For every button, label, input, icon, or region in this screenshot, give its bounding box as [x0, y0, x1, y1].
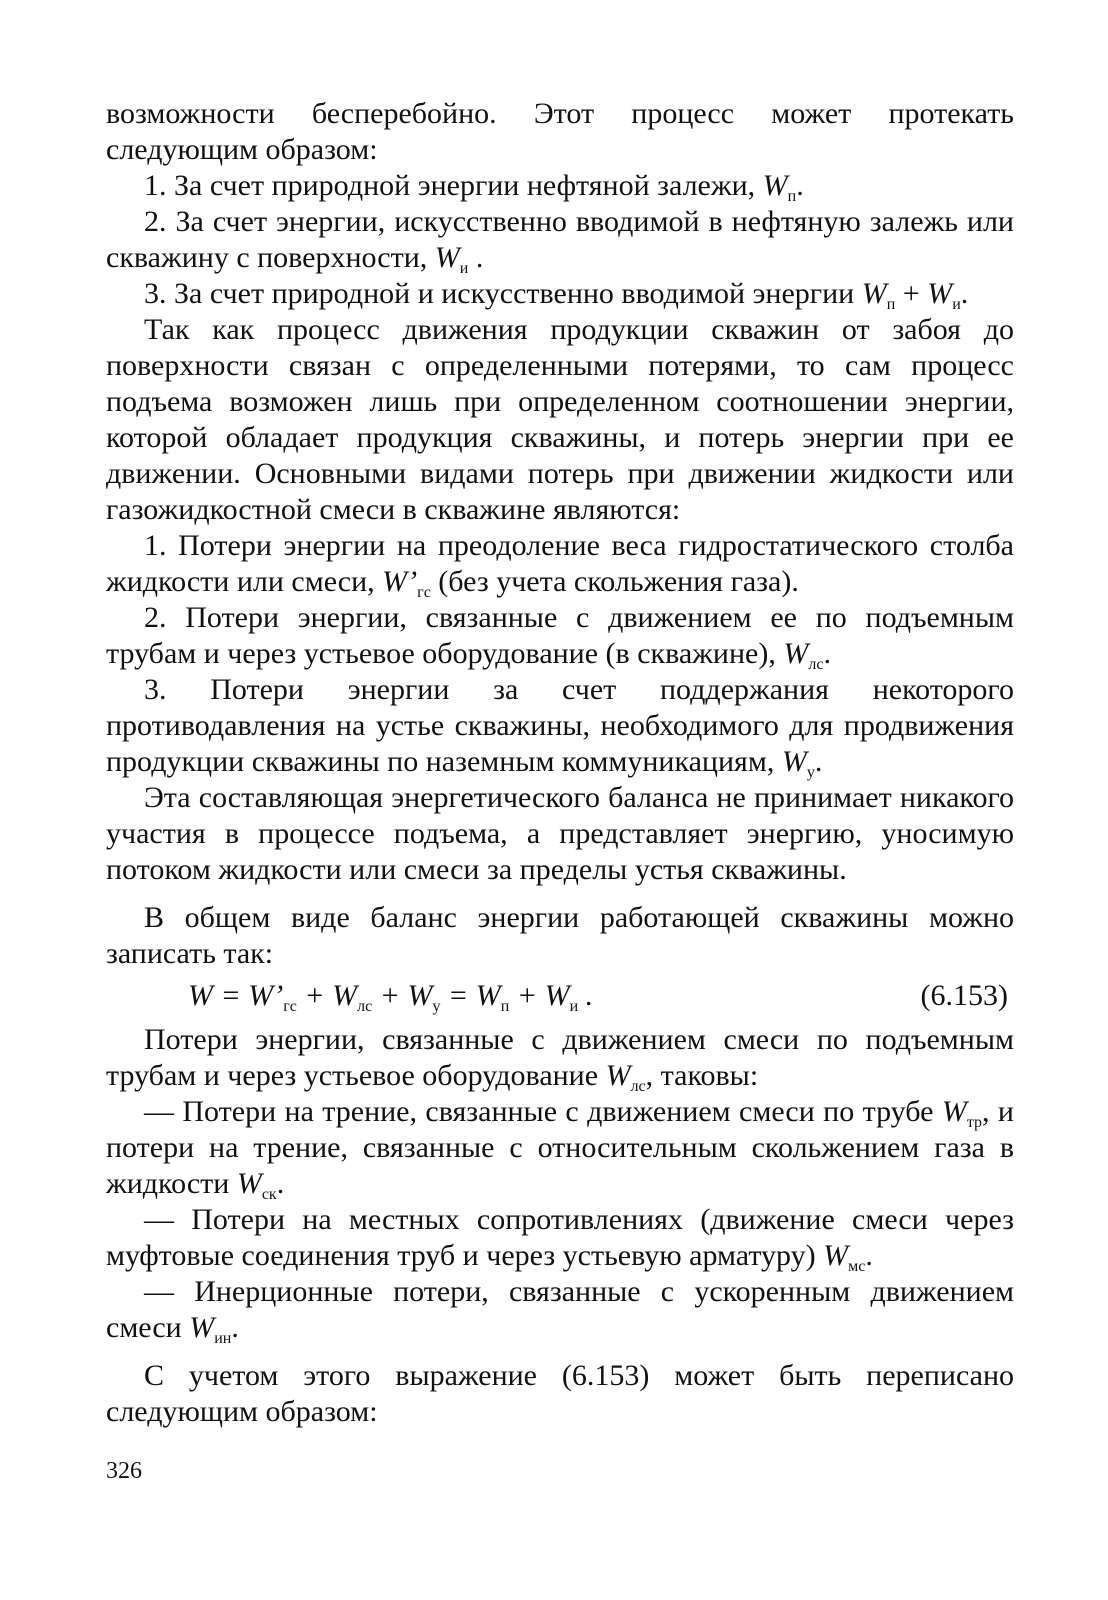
list-item-pipe-loss: 2. Потери энергии, связанные с движением ее по подъемным трубам и через устьевое оборудование (в скважине), $W_{лс}$. [106, 601, 1014, 673]
symbol-w-u: $W_у$ [781, 745, 815, 781]
formula-6-153 [106, 978, 1014, 1018]
symbol-w-ls-2: $W_{лс}$ [605, 1059, 646, 1095]
list-item-local-resistance-loss: — Потери на местных сопротивлениях (движение смеси через муфтовые соединения труб и через устьевую арматуру) $W_{мс}$. [106, 1203, 1014, 1275]
page-number: 326 [106, 1458, 142, 1484]
symbol-w-ms: $W_{мс}$ [823, 1239, 866, 1275]
list-item-backpressure-loss: 3. Потери энергии за счет поддержания некоторого противодавления на устье скважины, необходимого для продвижения продукции скважины по наземным коммуникациям, $W_у$. [106, 673, 1014, 781]
formula-expression: $W = W’_{гс} + W_{лс} + W_у = W_п + W_и$ . [188, 979, 594, 1015]
paragraph-balance-general: В общем виде баланс энергии работающей скважины можно записать так: [106, 901, 1014, 970]
list-item-natural-energy: 1. За счет природной энергии нефтяной залежи, $W_п$. [144, 169, 804, 205]
paragraph-intro: возможности бесперебойно. Этот процесс может протекать следующим образом: [106, 97, 1014, 166]
symbol-w-i-2: $W_и$ [927, 277, 961, 313]
list-item-inertial-loss: — Инерционные потери, связанные с ускоренным движением смеси $W_{ин}$. [106, 1275, 1014, 1347]
paragraph-rewrite: С учетом этого выражение (6.153) может быть переписано следующим образом: [106, 1359, 1014, 1428]
symbol-w-p-2: $W_п$ [861, 277, 896, 313]
symbol-w-tr: $W_{тр}$ [941, 1095, 983, 1131]
formula-number: (6.153) [920, 979, 1008, 1012]
paragraph-losses-intro: Так как процесс движения продукции скважин от забоя до поверхности связан с определенными потерями, то сам процесс подъема возможен лишь при определенном соотношении энергии, которой обладает продукция скважины, и потерь энергии при ее движении. Основными видами потерь при движении жидкости или газожидкостной смеси в скважине являются: [106, 313, 1014, 526]
symbol-w-gs: $W’_{гс}$ [382, 565, 431, 601]
page-body [106, 96, 1014, 1430]
symbol-w-sk: $W_{ск}$ [236, 1167, 277, 1203]
symbol-w-p: $W_п$ [762, 169, 797, 205]
list-item-injected-energy: 2. За счет энергии, искусственно вводимой в нефтяную залежь или скважину с поверхности, $W_и$ . [106, 205, 1014, 277]
list-item-hydrostatic-loss: 1. Потери энергии на преодоление веса гидростатического столба жидкости или смеси, $W’_{гс}$ (без учета скольжения газа). [106, 529, 1014, 601]
paragraph-balance-component: Эта составляющая энергетического баланса не принимает никакого участия в процессе подъема, а представляет энергию, уносимую потоком жидкости или смеси за пределы устья скважины. [106, 781, 1014, 886]
list-item-friction-loss: — Потери на трение, связанные с движением смеси по трубе $W_{тр}$, и потери на трение, связанные с относительным скольжением газа в жидкости $W_{ск}$. [106, 1095, 1014, 1203]
symbol-w-ls: $W_{лс}$ [783, 637, 824, 673]
symbol-w-i: $W_и$ [434, 241, 469, 277]
paragraph-pipe-losses: Потери энергии, связанные с движением смеси по подъемным трубам и через устьевое оборудование $W_{лс}$, таковы: [106, 1023, 1014, 1095]
list-item-combined-energy: 3. За счет природной и искусственно вводимой энергии $W_п + W_и$. [144, 277, 969, 313]
symbol-w-in: $W_{ин}$ [189, 1311, 232, 1347]
